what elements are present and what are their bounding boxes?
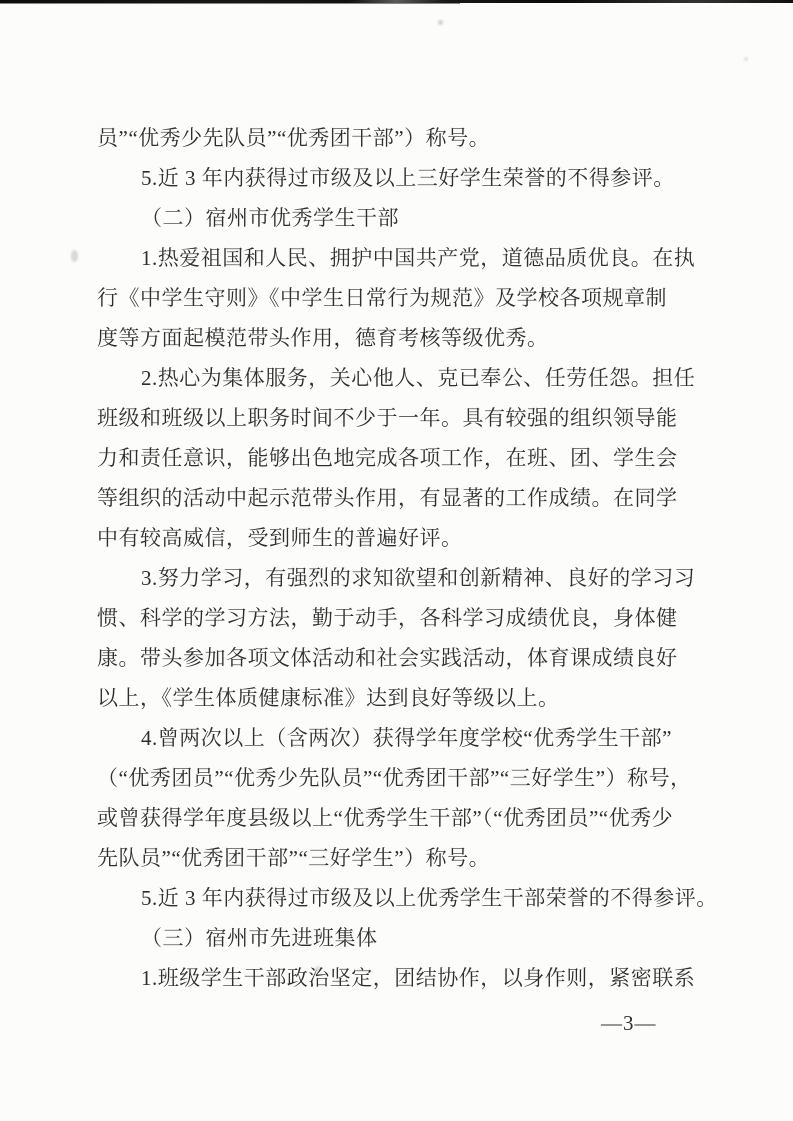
text-line: 惯、科学的学习方法，勤于动手，各科学习成绩优良，身体健: [97, 606, 678, 630]
section-heading-line: （三）宿州市先进班集体: [141, 926, 378, 950]
text-line: 员”“优秀少先队员”“优秀团干部”）称号。: [97, 126, 491, 150]
page-number: —3—: [601, 1011, 657, 1035]
text-line: （“优秀团员”“优秀少先队员”“优秀团干部”“三好学生”）称号，: [97, 766, 692, 790]
text-line: 康。带头参加各项文体活动和社会实践活动，体育课成绩良好: [97, 646, 678, 670]
text-line: 4.曾两次以上（含两次）获得学年度学校“优秀学生干部”: [141, 726, 672, 750]
text-line: 3.努力学习，有强烈的求知欲望和创新精神、良好的学习习: [141, 566, 696, 590]
text-line: 1.班级学生干部政治坚定，团结协作，以身作则，紧密联系: [141, 966, 696, 990]
text-line: 先队员”“优秀团干部”“三好学生”）称号。: [97, 846, 491, 870]
text-line: 1.热爱祖国和人民、拥护中国共产党，道德品质优良。在执: [141, 246, 696, 270]
text-line: 班级和班级以上职务时间不少于一年。具有较强的组织领导能: [97, 406, 678, 430]
text-line: 力和责任意识，能够出色地完成各项工作，在班、团、学生会: [97, 446, 678, 470]
scan-edge-artifact: [0, 0, 793, 3]
text-line: 行《中学生守则》《中学生日常行为规范》及学校各项规章制: [97, 286, 667, 310]
text-line: 等组织的活动中起示范带头作用，有显著的工作成绩。在同学: [97, 486, 678, 510]
text-line: 2.热心为集体服务，关心他人、克已奉公、任劳任怨。担任: [141, 366, 696, 390]
text-line: 或曾获得学年度县级以上“优秀学生干部”（“优秀团员”“优秀少: [97, 806, 674, 830]
section-heading-line: （二）宿州市优秀学生干部: [141, 206, 399, 230]
scan-speckle: [744, 57, 748, 61]
document-text-block: [97, 118, 718, 998]
text-line: 5.近 3 年内获得过市级及以上优秀学生干部荣誉的不得参评。: [141, 886, 718, 910]
text-line: 中有较高威信，受到师生的普遍好评。: [97, 526, 463, 550]
text-line: 度等方面起模范带头作用，德育考核等级优秀。: [97, 326, 549, 350]
scan-speckle: [438, 20, 443, 25]
text-line: 5.近 3 年内获得过市级及以上三好学生荣誉的不得参评。: [141, 166, 675, 190]
text-line: 以上，《学生体质健康标准》达到良好等级以上。: [97, 686, 560, 710]
scan-speckle: [71, 250, 78, 262]
